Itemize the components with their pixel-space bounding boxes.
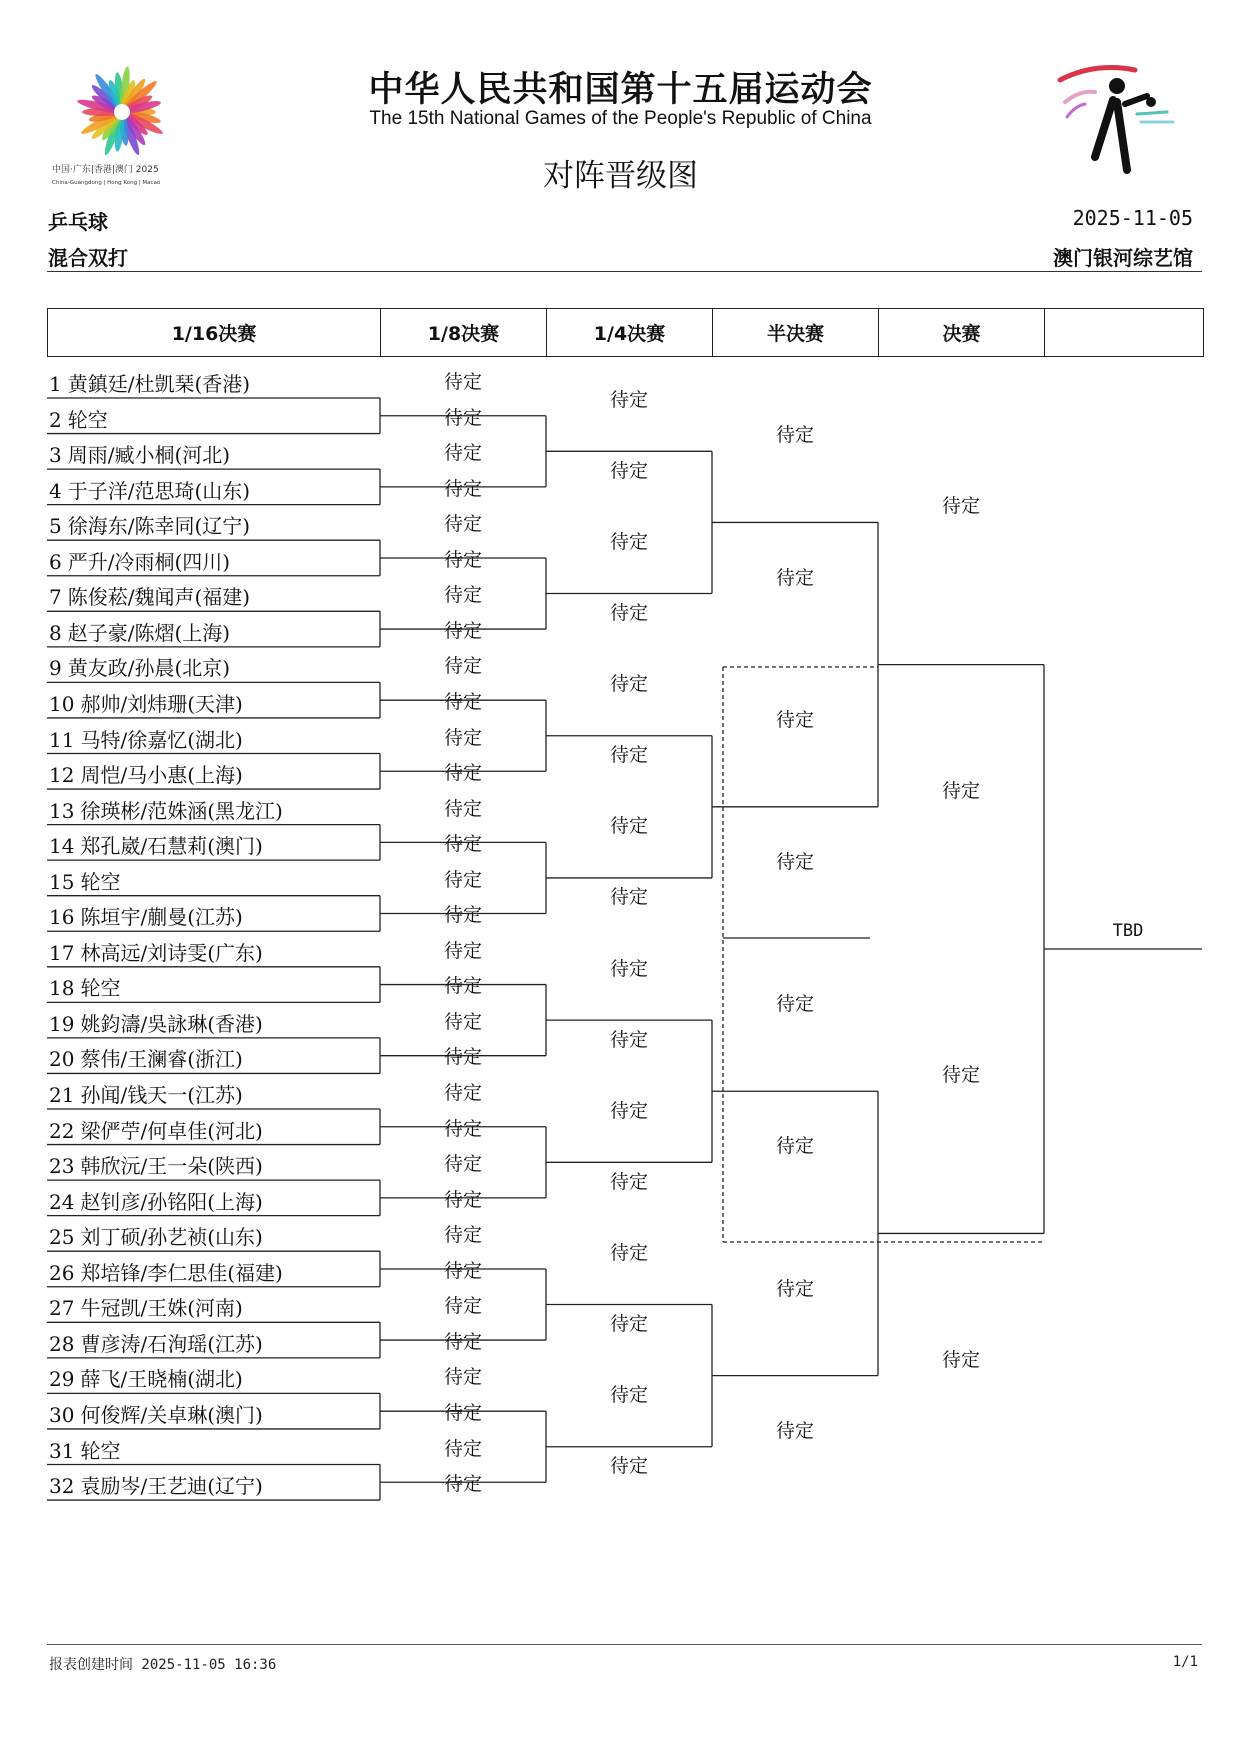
venue-label: 澳门银河综艺馆 [1053, 246, 1193, 270]
match-pending-label: 待定 [609, 957, 648, 980]
entry-name: 薛飞/王晓楠(湖北) [80, 1367, 243, 1392]
match-pending-label: 待定 [775, 708, 814, 731]
bracket-entry [49, 372, 250, 396]
match-pending-label: 待定 [443, 833, 482, 856]
page-title-cn: 中华人民共和国第十五届运动会 [368, 70, 873, 110]
entry-seed: 14 [49, 834, 75, 859]
entry-name: 何俊辉/关卓琳(澳门) [80, 1402, 263, 1427]
entry-seed: 8 [49, 620, 62, 645]
entry-name: 严升/冷雨桐(四川) [67, 549, 231, 574]
match-pending-label: 待定 [941, 495, 980, 518]
entry-seed: 32 [49, 1474, 75, 1499]
match-pending-label: 待定 [609, 1455, 648, 1478]
bracket-entry [49, 1154, 263, 1178]
entry-seed: 1 [49, 372, 62, 396]
match-pending-label: 待定 [609, 815, 648, 838]
entry-seed: 5 [49, 514, 62, 539]
entry-name: 孙闻/钱天一(江苏) [80, 1083, 243, 1107]
bracket-entry [49, 834, 263, 858]
match-pending-label: 待定 [443, 1224, 482, 1247]
bracket-entry [49, 1403, 263, 1427]
match-pending-label: 待定 [443, 904, 482, 927]
sport-label: 乒乓球 [48, 210, 108, 234]
entry-seed: 21 [49, 1083, 75, 1107]
bracket-entry [49, 1261, 283, 1285]
entry-seed: 9 [49, 656, 62, 681]
entry-seed: 29 [49, 1367, 75, 1392]
entry-name: 徐海东/陈幸同(辽宁) [67, 514, 251, 539]
entry-name: 郑孔崴/石慧莉(澳门) [80, 834, 263, 859]
match-pending-label: 待定 [443, 939, 482, 962]
bracket-entry [49, 728, 243, 752]
bracket-entry [49, 1083, 243, 1107]
logo-text-line2: China-Guangdong | Hong Kong | Macao [52, 180, 161, 186]
match-pending-label: 待定 [609, 459, 648, 482]
match-pending-label: 待定 [775, 1277, 814, 1300]
round-header-r16: 1/8决赛 [381, 309, 547, 357]
bracket-entry [49, 1296, 243, 1320]
event-label: 混合双打 [48, 246, 128, 270]
entry-name: 轮空 [80, 976, 121, 1001]
bracket-entry [49, 1439, 120, 1463]
entry-name: 轮空 [80, 869, 121, 894]
entry-seed: 10 [49, 691, 75, 716]
entry-name: 黄鎮廷/杜凱琹(香港) [67, 372, 251, 396]
match-pending-label: 待定 [443, 1188, 482, 1211]
entry-seed: 7 [49, 585, 62, 610]
bracket-entry [49, 976, 120, 1000]
match-pending-label: 待定 [443, 1046, 482, 1069]
bracket-entry [49, 1225, 263, 1249]
bracket-entry [49, 799, 283, 823]
entry-seed: 12 [49, 763, 75, 788]
match-pending-label: 待定 [443, 1437, 482, 1460]
match-pending-label: 待定 [609, 886, 648, 909]
match-pending-label: 待定 [443, 690, 482, 713]
entry-name: 蔡伟/王澜睿(浙江) [80, 1047, 243, 1072]
match-pending-label: 待定 [609, 530, 648, 553]
entry-name: 曹彦涛/石洵瑶(江苏) [80, 1331, 263, 1356]
match-pending-label: 待定 [609, 1099, 648, 1122]
match-pending-label: 待定 [443, 762, 482, 785]
entry-seed: 6 [49, 549, 62, 574]
bracket-entry [49, 870, 120, 894]
entry-name: 徐瑛彬/范姝涵(黑龙江) [80, 798, 283, 823]
match-pending-label: 待定 [443, 1153, 482, 1176]
entry-seed: 25 [49, 1225, 75, 1250]
entry-name: 郝帅/刘炜珊(天津) [80, 691, 243, 716]
round-header-qf: 1/4决赛 [547, 309, 713, 357]
entry-seed: 22 [49, 1118, 75, 1143]
entry-seed: 15 [49, 869, 75, 894]
match-pending-label: 待定 [775, 1419, 814, 1442]
bracket-entry [49, 692, 243, 716]
bracket-entry [49, 514, 250, 538]
entry-seed: 27 [49, 1296, 75, 1321]
match-pending-label: 待定 [443, 1082, 482, 1104]
entry-name: 梁俨苧/何卓佳(河北) [80, 1118, 263, 1143]
bracket-entry [49, 763, 243, 787]
bracket-entry [49, 585, 250, 609]
match-pending-label: 待定 [609, 388, 648, 411]
match-pending-label: 待定 [609, 744, 648, 767]
champion-label: TBD [1112, 921, 1144, 942]
match-pending-label: 待定 [443, 548, 482, 571]
entry-seed: 13 [49, 798, 75, 823]
entry-seed: 31 [49, 1438, 75, 1463]
bracket-entry [49, 1474, 263, 1498]
round-header-sf: 半决赛 [713, 309, 879, 357]
entry-name: 赵子豪/陈熠(上海) [67, 620, 231, 645]
entry-seed: 23 [49, 1154, 75, 1179]
match-pending-label: 待定 [941, 779, 980, 802]
bracket-entry [49, 656, 230, 680]
entry-seed: 26 [49, 1260, 75, 1285]
bracket-entry [49, 479, 250, 503]
match-pending-label: 待定 [443, 1401, 482, 1424]
entry-seed: 24 [49, 1189, 75, 1214]
page-subtitle: 对阵晋级图 [543, 158, 698, 194]
match-pending-label: 待定 [609, 1384, 648, 1407]
bracket-entry [49, 443, 230, 467]
entry-name: 陈俊菘/魏闻声(福建) [67, 585, 251, 610]
bracket-entry [49, 1332, 263, 1356]
bracket-entry [49, 1119, 263, 1143]
match-pending-label: 待定 [609, 602, 648, 625]
entry-name: 郑培锋/李仁思佳(福建) [80, 1260, 283, 1285]
match-pending-label: 待定 [609, 1170, 648, 1193]
match-pending-label: 待定 [443, 1117, 482, 1140]
match-pending-label: 待定 [609, 1028, 648, 1051]
match-pending-label: 待定 [443, 1010, 482, 1033]
entry-name: 黄友政/孙晨(北京) [67, 656, 231, 681]
match-pending-label: 待定 [775, 850, 814, 873]
entry-name: 周雨/臧小桐(河北) [67, 443, 231, 468]
bracket-entry [49, 905, 243, 929]
match-pending-label: 待定 [775, 993, 814, 1016]
match-pending-label: 待定 [443, 868, 482, 891]
match-pending-label: 待定 [609, 1313, 648, 1336]
footer-divider [47, 1644, 1202, 1645]
entry-seed: 16 [49, 905, 75, 930]
entry-seed: 4 [49, 478, 62, 503]
entry-seed: 11 [49, 727, 75, 752]
bracket-entry [49, 1367, 243, 1391]
entry-name: 刘丁硕/孙艺祯(山东) [80, 1225, 263, 1250]
entry-name: 轮空 [67, 407, 108, 432]
entry-seed: 20 [49, 1047, 75, 1072]
entry-name: 林高远/刘诗雯(广东) [80, 940, 263, 965]
entry-name: 赵钊彦/孙铭阳(上海) [80, 1189, 263, 1214]
bracket-entry [49, 941, 263, 965]
match-pending-label: 待定 [775, 566, 814, 589]
bracket-entry [49, 408, 108, 432]
match-pending-label: 待定 [443, 442, 482, 465]
match-pending-label: 待定 [609, 1241, 648, 1264]
round-header-r32: 1/16决赛 [48, 309, 381, 357]
entry-seed: 2 [49, 407, 62, 432]
match-pending-label: 待定 [443, 477, 482, 500]
match-pending-label: 待定 [443, 513, 482, 536]
match-pending-label: 待定 [443, 584, 482, 607]
bracket-entry [49, 621, 230, 645]
entry-name: 袁励岑/王艺迪(辽宁) [80, 1474, 263, 1499]
entry-seed: 17 [49, 940, 75, 965]
bracket-entry [49, 1047, 243, 1071]
match-pending-label: 待定 [443, 726, 482, 749]
match-pending-label: 待定 [775, 1135, 814, 1158]
entry-name: 马特/徐嘉忆(湖北) [80, 727, 243, 752]
match-pending-label: 待定 [443, 1330, 482, 1353]
match-pending-label: 待定 [941, 1064, 980, 1087]
bracket-entry [49, 1190, 263, 1214]
match-pending-label: 待定 [443, 619, 482, 642]
match-pending-label: 待定 [443, 371, 482, 393]
entry-seed: 30 [49, 1402, 75, 1427]
entry-seed: 3 [49, 443, 62, 468]
entry-name: 姚鈞濤/吳詠琳(香港) [80, 1011, 263, 1036]
entry-seed: 18 [49, 976, 75, 1001]
match-pending-label: 待定 [443, 797, 482, 820]
page-number: 1/1 [1172, 1654, 1198, 1670]
date-label: 2025-11-05 [1072, 206, 1193, 230]
entry-name: 陈垣宇/蒯曼(江苏) [80, 905, 243, 930]
entry-seed: 19 [49, 1011, 75, 1036]
entry-name: 牛冠凯/王姝(河南) [80, 1296, 243, 1321]
entry-seed: 28 [49, 1331, 75, 1356]
report-created: 报表创建时间 2025-11-05 16:36 [49, 1657, 277, 1673]
match-pending-label: 待定 [443, 1295, 482, 1318]
entry-name: 周恺/马小惠(上海) [80, 763, 243, 788]
entry-name: 于子洋/范思琦(山东) [67, 478, 251, 503]
round-header-final: 决赛 [879, 309, 1045, 357]
bracket-entry [49, 1012, 263, 1036]
match-pending-label: 待定 [941, 1348, 980, 1371]
page-title-en: The 15th National Games of the People's Republic of China [369, 108, 872, 129]
match-pending-label: 待定 [775, 424, 814, 447]
entry-name: 轮空 [80, 1438, 121, 1463]
entry-name: 韩欣沅/王一朵(陕西) [80, 1154, 263, 1179]
bracket-entry [49, 550, 230, 574]
match-pending-label: 待定 [443, 1366, 482, 1389]
match-pending-label: 待定 [443, 1473, 482, 1496]
match-pending-label: 待定 [443, 1259, 482, 1282]
match-pending-label: 待定 [443, 975, 482, 998]
logo-text-line1: 中国·广东|香港|澳门 2025 [52, 165, 159, 175]
match-pending-label: 待定 [443, 406, 482, 429]
match-pending-label: 待定 [609, 673, 648, 696]
match-pending-label: 待定 [443, 655, 482, 678]
